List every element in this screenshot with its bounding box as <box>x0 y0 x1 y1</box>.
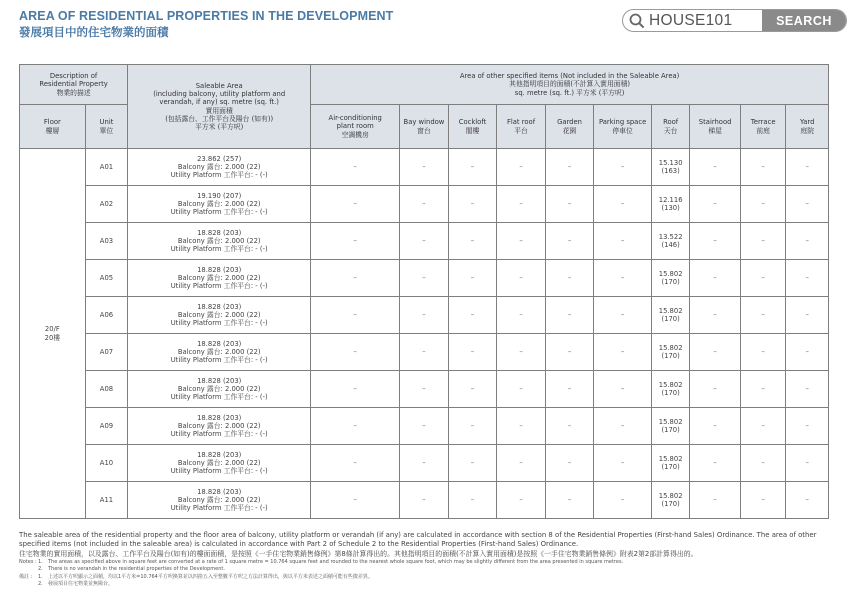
saleable-area-value: 18.828 (203) <box>197 450 242 459</box>
note-number: 1. <box>38 558 43 565</box>
balcony-area: Balcony 露台: 2.000 (22) <box>177 347 261 356</box>
roof-area: 15.130 <box>658 158 683 167</box>
terrace-cell: – <box>740 149 786 186</box>
garden-cell: – <box>545 408 594 445</box>
header-text: (包括露台、工作平台及陽台 (如有)) <box>165 114 274 123</box>
roof-area: 15.802 <box>658 454 683 463</box>
balcony-area: Balcony 露台: 2.000 (22) <box>177 273 261 282</box>
unit-cell: A06 <box>85 297 127 334</box>
saleable-area-cell <box>128 186 311 223</box>
header-text: Description of <box>49 72 98 81</box>
yard-cell: – <box>786 186 829 223</box>
unit-cell: A09 <box>85 408 127 445</box>
garden-cell: – <box>545 223 594 260</box>
roof-area-sqft: (170) <box>661 315 680 323</box>
utility-platform-area: Utility Platform 工作平台: - (-) <box>170 171 268 180</box>
garden-cell: – <box>545 371 594 408</box>
balcony-area: Balcony 露台: 2.000 (22) <box>177 162 261 171</box>
utility-platform-area: Utility Platform 工作平台: - (-) <box>170 504 268 513</box>
flat-roof-cell: – <box>497 334 546 371</box>
bay-window-cell: – <box>400 445 449 482</box>
parking-space-cell: – <box>594 223 652 260</box>
saleable-area-value: 18.828 (203) <box>197 302 242 311</box>
table-row <box>20 482 829 519</box>
unit-cell: A03 <box>85 223 127 260</box>
ac-plant-room-cell: – <box>311 482 400 519</box>
cockloft-cell: – <box>448 297 497 334</box>
roof-cell <box>651 334 689 371</box>
saleable-area-value: 19.190 (207) <box>197 191 242 200</box>
bay-window-cell: – <box>400 334 449 371</box>
yard-cell: – <box>786 371 829 408</box>
terrace-cell: – <box>740 334 786 371</box>
unit-cell: A11 <box>85 482 127 519</box>
garden-cell: – <box>545 297 594 334</box>
utility-platform-area: Utility Platform 工作平台: - (-) <box>170 467 268 476</box>
saleable-area-cell <box>128 149 311 186</box>
ac-plant-room-cell: – <box>311 149 400 186</box>
header-text: (including balcony, utility platform and <box>153 89 286 98</box>
balcony-area: Balcony 露台: 2.000 (22) <box>177 384 261 393</box>
header-text: sq. metre (sq. ft.) 平方米 (平方呎) <box>514 88 625 97</box>
search-input[interactable] <box>623 10 762 31</box>
note-paragraph-en: The saleable area of the residential property and the floor area of balcony, utility platform or verandah (if any) are calculated in accordance with section 8 of the Residential Properties (First-hand Sales) Ordinance. The area of other specified items (not included in the saleable area) is calculated in accordance with Part 2 of Schedule 2 to the Residential Properties (First-hand Sales) Ordinance. <box>19 531 817 549</box>
floor-label: 20樓 <box>44 333 61 342</box>
header-text: 物業的描述 <box>56 88 91 97</box>
ac-plant-room-cell: – <box>311 371 400 408</box>
bay-window-cell: – <box>400 186 449 223</box>
header-text: 花園 <box>562 126 577 135</box>
bay-window-cell: – <box>400 408 449 445</box>
garden-cell: – <box>545 482 594 519</box>
saleable-area-cell <box>128 408 311 445</box>
cockloft-cell: – <box>448 408 497 445</box>
header-text: Bay window <box>403 118 445 127</box>
header-text: Saleable Area <box>195 81 243 90</box>
roof-cell <box>651 260 689 297</box>
roof-area: 12.116 <box>658 195 683 204</box>
yard-cell: – <box>786 408 829 445</box>
page-title-chinese: 發展項目中的住宅物業的面積 <box>19 25 169 39</box>
header-ac-plant-room <box>311 105 400 149</box>
roof-area: 13.522 <box>658 232 683 241</box>
yard-cell: – <box>786 445 829 482</box>
bay-window-cell: – <box>400 482 449 519</box>
flat-roof-cell: – <box>497 445 546 482</box>
unit-cell: A02 <box>85 186 127 223</box>
header-yard <box>786 105 829 149</box>
roof-cell <box>651 482 689 519</box>
page-title: AREA OF RESIDENTIAL PROPERTIES IN THE DEVELOPMENT <box>19 9 394 23</box>
saleable-area-cell <box>128 260 311 297</box>
saleable-area-value: 23.862 (257) <box>197 154 242 163</box>
stairhood-cell: – <box>690 445 741 482</box>
stairhood-cell: – <box>690 408 741 445</box>
header-text: 平方米 (平方呎) <box>195 123 244 132</box>
ac-plant-room-cell: – <box>311 408 400 445</box>
saleable-area-cell <box>128 371 311 408</box>
floor-label: 20/F <box>44 325 60 334</box>
cockloft-cell: – <box>448 334 497 371</box>
roof-area-sqft: (170) <box>661 389 680 397</box>
header-text: 樓層 <box>45 126 60 135</box>
yard-cell: – <box>786 149 829 186</box>
roof-area: 15.802 <box>658 343 683 352</box>
utility-platform-area: Utility Platform 工作平台: - (-) <box>170 356 268 365</box>
terrace-cell: – <box>740 186 786 223</box>
stairhood-cell: – <box>690 149 741 186</box>
stairhood-cell: – <box>690 297 741 334</box>
header-text: 空調機房 <box>341 130 369 139</box>
table-row <box>20 297 829 334</box>
ac-plant-room-cell: – <box>311 297 400 334</box>
stairhood-cell: – <box>690 260 741 297</box>
saleable-area-value: 18.828 (203) <box>197 265 242 274</box>
cockloft-cell: – <box>448 260 497 297</box>
stairhood-cell: – <box>690 223 741 260</box>
balcony-area: Balcony 露台: 2.000 (22) <box>177 495 261 504</box>
flat-roof-cell: – <box>497 260 546 297</box>
note-text: The areas as specified above in square feet are converted at a rate of 1 square metre = 10.764 square feet and rounded to the nearest whole square foot, which may be slightly different from the area presented in square metres. <box>48 558 624 565</box>
header-text: 閣樓 <box>465 126 480 135</box>
roof-area-sqft: (146) <box>661 241 680 249</box>
search-bar <box>622 9 847 32</box>
terrace-cell: – <box>740 408 786 445</box>
stairhood-cell: – <box>690 482 741 519</box>
terrace-cell: – <box>740 482 786 519</box>
header-text: Stairhood <box>698 118 732 127</box>
roof-area-sqft: (170) <box>661 278 680 286</box>
cockloft-cell: – <box>448 371 497 408</box>
header-text: Flat roof <box>506 118 536 127</box>
yard-cell: – <box>786 260 829 297</box>
saleable-area-value: 18.828 (203) <box>197 487 242 496</box>
saleable-area-cell <box>128 445 311 482</box>
table-row <box>20 186 829 223</box>
header-text: 天台 <box>663 126 678 135</box>
cockloft-cell: – <box>448 149 497 186</box>
header-unit <box>85 105 127 149</box>
parking-space-cell: – <box>594 371 652 408</box>
header-flat-roof <box>497 105 546 149</box>
note-paragraph-zh: 住宅物業的實用面積，以及露台、工作平台及陽台(如有)的樓面面積，是按照《一手住宅物業銷售條例》第8條計算得出的。其他指明項目的面積(不計算入實用面積)是按照《一手住宅物業銷售條例》附表2第2部計算得出的。 <box>19 549 698 558</box>
header-text: 實用面積 <box>205 106 233 115</box>
note-text: 上述以平方呎顯示之面積，均以1平方米=10.764平方呎換算並以四捨五入至整數平方呎之方法計算得出，與以平方米表述之面積可能有些微差異。 <box>48 573 373 580</box>
header-text: 單位 <box>99 126 114 135</box>
yard-cell: – <box>786 334 829 371</box>
cockloft-cell: – <box>448 482 497 519</box>
header-text: Floor <box>43 118 61 127</box>
roof-cell <box>651 297 689 334</box>
header-text: Yard <box>800 118 815 127</box>
garden-cell: – <box>545 445 594 482</box>
saleable-area-cell <box>128 334 311 371</box>
header-text: 其他指明項目的面積(不計算入實用面積) <box>509 80 631 89</box>
saleable-area-value: 18.828 (203) <box>197 413 242 422</box>
roof-area-sqft: (170) <box>661 352 680 360</box>
note-text: 發展項目住宅物業並無陽台。 <box>48 581 114 588</box>
header-stairhood <box>690 105 741 149</box>
header-saleable-area <box>128 65 311 149</box>
notes-label: Notes : <box>19 558 37 565</box>
roof-cell <box>651 408 689 445</box>
ac-plant-room-cell: – <box>311 445 400 482</box>
balcony-area: Balcony 露台: 2.000 (22) <box>177 421 261 430</box>
stairhood-cell: – <box>690 186 741 223</box>
roof-cell <box>651 149 689 186</box>
balcony-area: Balcony 露台: 2.000 (22) <box>177 310 261 319</box>
notes-en <box>19 559 831 589</box>
header-other-items <box>311 65 829 105</box>
table-row <box>20 445 829 482</box>
bay-window-cell: – <box>400 260 449 297</box>
flat-roof-cell: – <box>497 149 546 186</box>
garden-cell: – <box>545 186 594 223</box>
area-table <box>19 64 829 519</box>
table-row <box>20 334 829 371</box>
parking-space-cell: – <box>594 260 652 297</box>
notes-label-zh: 備註 : <box>19 573 33 580</box>
notes-section <box>19 531 831 589</box>
roof-cell <box>651 371 689 408</box>
terrace-cell: – <box>740 223 786 260</box>
cockloft-cell: – <box>448 445 497 482</box>
garden-cell: – <box>545 149 594 186</box>
balcony-area: Balcony 露台: 2.000 (22) <box>177 458 261 467</box>
note-number: 2. <box>38 581 43 588</box>
header-bay-window <box>400 105 449 149</box>
ac-plant-room-cell: – <box>311 223 400 260</box>
stairhood-cell: – <box>690 371 741 408</box>
garden-cell: – <box>545 260 594 297</box>
parking-space-cell: – <box>594 445 652 482</box>
unit-cell: A01 <box>85 149 127 186</box>
roof-area: 15.802 <box>658 491 683 500</box>
unit-cell: A07 <box>85 334 127 371</box>
header-text: 窗台 <box>417 126 431 135</box>
terrace-cell: – <box>740 445 786 482</box>
roof-area-sqft: (170) <box>661 463 680 471</box>
header-text: 平台 <box>514 126 528 135</box>
header-cockloft <box>448 105 497 149</box>
bay-window-cell: – <box>400 371 449 408</box>
header-text: 梯屋 <box>708 126 722 135</box>
flat-roof-cell: – <box>497 408 546 445</box>
saleable-area-value: 18.828 (203) <box>197 228 242 237</box>
parking-space-cell: – <box>594 186 652 223</box>
balcony-area: Balcony 露台: 2.000 (22) <box>177 199 261 208</box>
yard-cell: – <box>786 482 829 519</box>
table-row <box>20 371 829 408</box>
roof-area: 15.802 <box>658 417 683 426</box>
header-text: verandah, if any) sq. metre (sq. ft.) <box>159 98 279 107</box>
header-roof <box>651 105 689 149</box>
roof-area: 15.802 <box>658 380 683 389</box>
header-text: 庭院 <box>800 126 814 135</box>
parking-space-cell: – <box>594 334 652 371</box>
roof-area: 15.802 <box>658 269 683 278</box>
roof-cell <box>651 186 689 223</box>
parking-space-cell: – <box>594 482 652 519</box>
parking-space-cell: – <box>594 408 652 445</box>
parking-space-cell: – <box>594 149 652 186</box>
flat-roof-cell: – <box>497 371 546 408</box>
unit-cell: A10 <box>85 445 127 482</box>
saleable-area-value: 18.828 (203) <box>197 339 242 348</box>
header-text: Area of other specified items (Not included in the Saleable Area) <box>459 72 680 81</box>
roof-cell <box>651 445 689 482</box>
roof-area: 15.802 <box>658 306 683 315</box>
utility-platform-area: Utility Platform 工作平台: - (-) <box>170 208 268 217</box>
yard-cell: – <box>786 297 829 334</box>
saleable-area-value: 18.828 (203) <box>197 376 242 385</box>
utility-platform-area: Utility Platform 工作平台: - (-) <box>170 245 268 254</box>
balcony-area: Balcony 露台: 2.000 (22) <box>177 236 261 245</box>
note-number: 2. <box>38 566 43 573</box>
table-row <box>20 223 829 260</box>
table-row <box>20 149 829 186</box>
flat-roof-cell: – <box>497 297 546 334</box>
saleable-area-cell <box>128 223 311 260</box>
yard-cell: – <box>786 223 829 260</box>
header-text: Unit <box>99 118 114 127</box>
unit-cell: A08 <box>85 371 127 408</box>
table-row <box>20 260 829 297</box>
utility-platform-area: Utility Platform 工作平台: - (-) <box>170 430 268 439</box>
header-text: 前庭 <box>756 126 770 135</box>
bay-window-cell: – <box>400 149 449 186</box>
unit-cell: A05 <box>85 260 127 297</box>
ac-plant-room-cell: – <box>311 334 400 371</box>
terrace-cell: – <box>740 297 786 334</box>
garden-cell: – <box>545 334 594 371</box>
note-text: There is no verandah in the residential properties of the Development. <box>48 566 225 573</box>
terrace-cell: – <box>740 371 786 408</box>
header-garden <box>545 105 594 149</box>
search-icon <box>629 13 645 29</box>
utility-platform-area: Utility Platform 工作平台: - (-) <box>170 282 268 291</box>
cockloft-cell: – <box>448 186 497 223</box>
header-text: Residential Property <box>39 80 108 89</box>
roof-area-sqft: (130) <box>661 204 680 212</box>
header-text: Terrace <box>750 118 776 127</box>
floor-cell <box>20 149 86 519</box>
utility-platform-area: Utility Platform 工作平台: - (-) <box>170 319 268 328</box>
utility-platform-area: Utility Platform 工作平台: - (-) <box>170 393 268 402</box>
parking-space-cell: – <box>594 297 652 334</box>
roof-area-sqft: (163) <box>661 167 680 175</box>
cockloft-cell: – <box>448 223 497 260</box>
table-row <box>20 408 829 445</box>
roof-area-sqft: (170) <box>661 500 680 508</box>
header-text: Roof <box>663 118 679 127</box>
search-value: HOUSE101 <box>649 11 733 29</box>
header-floor <box>20 105 86 149</box>
terrace-cell: – <box>740 260 786 297</box>
roof-area-sqft: (170) <box>661 426 680 434</box>
flat-roof-cell: – <box>497 482 546 519</box>
roof-cell <box>651 223 689 260</box>
flat-roof-cell: – <box>497 223 546 260</box>
stairhood-cell: – <box>690 334 741 371</box>
saleable-area-cell <box>128 482 311 519</box>
saleable-area-cell <box>128 297 311 334</box>
header-text: Parking space <box>598 118 647 127</box>
ac-plant-room-cell: – <box>311 260 400 297</box>
header-text: Garden <box>557 118 582 127</box>
header-terrace <box>740 105 786 149</box>
header-text: plant room <box>336 122 374 131</box>
ac-plant-room-cell: – <box>311 186 400 223</box>
bay-window-cell: – <box>400 297 449 334</box>
header-description <box>20 65 128 105</box>
header-text: Air-conditioning <box>328 114 382 123</box>
note-number: 1. <box>38 573 43 580</box>
search-button[interactable]: SEARCH <box>762 10 846 31</box>
header-text: Cockloft <box>458 118 487 127</box>
header-text: 停車位 <box>612 126 633 135</box>
header-parking-space <box>594 105 652 149</box>
flat-roof-cell: – <box>497 186 546 223</box>
bay-window-cell: – <box>400 223 449 260</box>
